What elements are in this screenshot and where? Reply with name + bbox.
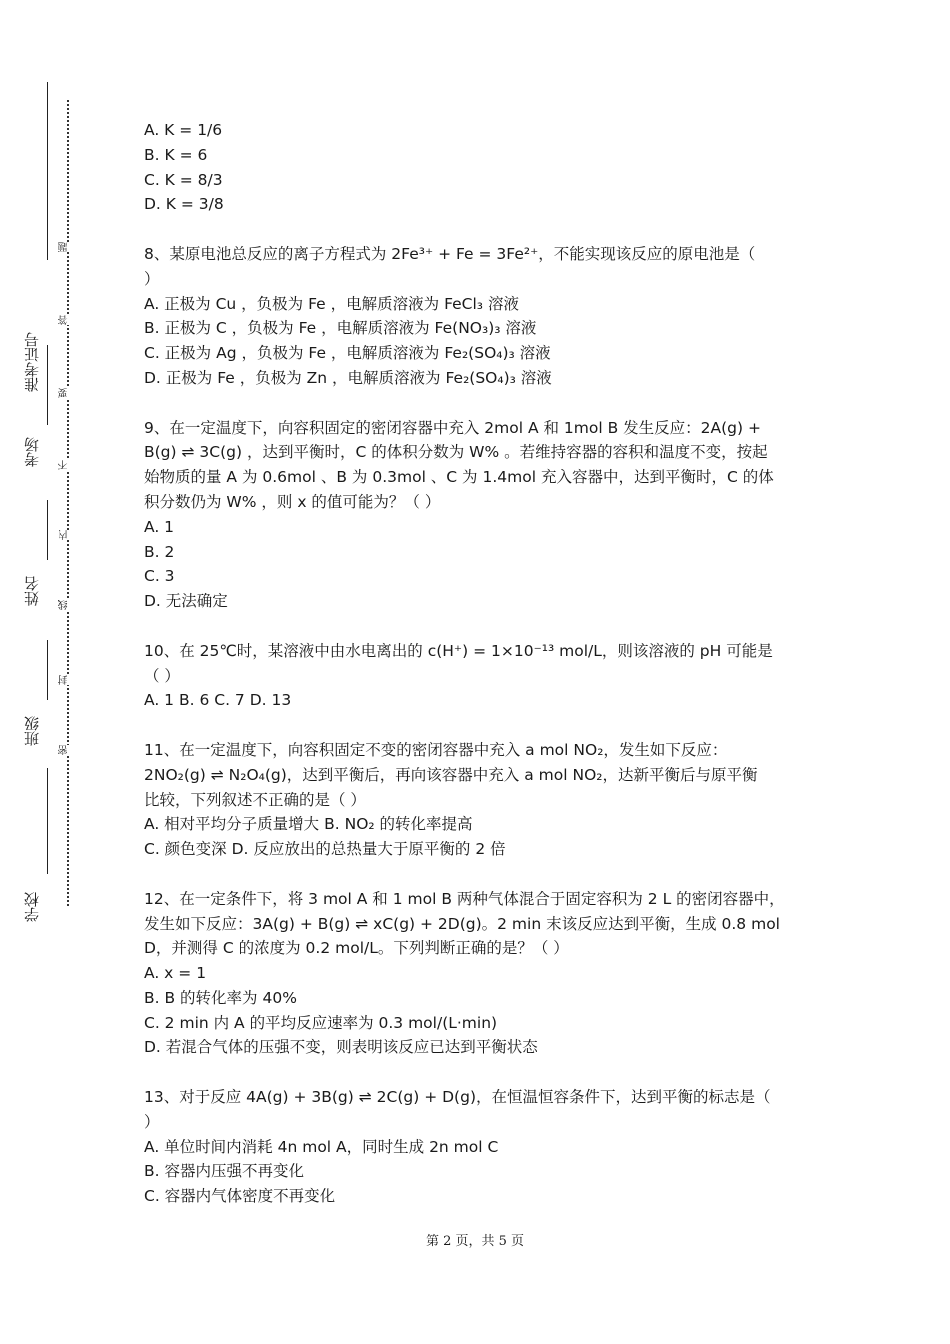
question-stem-line: 10、在 25℃时，某溶液中由水电离出的 c(H⁺) = 1×10⁻¹³ mol/L，则该溶液的 pH 可能是 xyxy=(144,641,773,660)
question-stem-line: 9、在一定温度下，向容积固定的密闭容器中充入 2mol A 和 1mol B 发生反应：2A(g) + xyxy=(144,418,761,437)
option-line: B. K = 6 xyxy=(144,145,208,164)
seal-word: 线 xyxy=(59,600,75,610)
name-field xyxy=(10,500,54,650)
option-line: D. 无法确定 xyxy=(144,592,228,611)
seal-word: 内 xyxy=(59,530,75,540)
question-stem-line: ） xyxy=(144,1112,160,1131)
question-stem-line: 积分数仍为 W% ，则 x 的值可能为？（ ） xyxy=(144,492,441,511)
exam-number-line xyxy=(47,82,48,260)
school-line xyxy=(47,768,48,874)
seal-word: 不 xyxy=(59,460,75,470)
exam-room-line xyxy=(47,345,48,425)
option-line: A. K = 1/6 xyxy=(144,121,223,139)
seal-word: 答 xyxy=(59,315,75,325)
exam-room-label: 考场 xyxy=(23,437,41,468)
question-stem-line: 发生如下反应：3A(g) + B(g) ⇌ xC(g) + 2D(g)。2 min 末该反应达到平衡，生成 0.8 mol xyxy=(144,914,780,933)
question-stem-line: 始物质的量 A 为 0.6mol 、B 为 0.3mol 、C 为 1.4mol 充入容器中，达到平衡时，C 的体 xyxy=(144,468,774,487)
option-line: A. x = 1 xyxy=(144,964,207,983)
option-line: C. 容器内气体密度不再变化 xyxy=(144,1187,336,1206)
question-stem-line: B(g) ⇌ 3C(g) ，达到平衡时，C 的体积分数为 W% 。若维持容器的容积和温度不变，按起 xyxy=(144,443,768,462)
option-line: C. 正极为 Ag ，负极为 Fe ，电解质溶液为 Fe₂(SO₄)₃ 溶液 xyxy=(144,344,551,363)
question-content xyxy=(144,118,824,1209)
option-line: A. 单位时间内消耗 4n mol A，同时生成 2n mol C xyxy=(144,1137,499,1156)
option-line: B. B 的转化率为 40% xyxy=(144,988,297,1007)
question-stem-line: 比较，下列叙述不正确的是（ ） xyxy=(144,790,366,809)
class-field xyxy=(10,640,54,780)
question-stem-line: 8、某原电池总反应的离子方程式为 2Fe³⁺ + Fe = 3Fe²⁺，不能实现该反应的原电池是（ xyxy=(144,244,756,263)
question-stem-line: 12、在一定条件下，将 3 mol A 和 1 mol B 两种气体混合于固定容积为 2 L 的密闭容器中， xyxy=(144,889,785,908)
class-line xyxy=(47,640,48,700)
option-line: C. K = 8/3 xyxy=(144,170,223,189)
exam-room-field xyxy=(10,345,54,515)
exam-number-label: 准考证号 xyxy=(23,332,41,392)
school-field xyxy=(10,768,54,928)
option-line: D. 正极为 Fe ，负极为 Zn ，电解质溶液为 Fe₂(SO₄)₃ 溶液 xyxy=(144,368,552,387)
question-13 xyxy=(144,1085,824,1209)
question-9 xyxy=(144,416,824,614)
seal-word: 封 xyxy=(59,675,75,685)
question-stem-line: （ ） xyxy=(144,666,180,685)
option-line: D. K = 3/8 xyxy=(144,195,224,214)
question-stem-line: D，并测得 C 的浓度为 0.2 mol/L。下列判断正确的是？（ ） xyxy=(144,939,569,958)
option-line: D. 若混合气体的压强不变，则表明该反应已达到平衡状态 xyxy=(144,1038,538,1057)
option-line: A. 相对平均分子质量增大 B. NO₂ 的转化率提高 xyxy=(144,815,473,834)
option-line: A. 1 B. 6 C. 7 D. 13 xyxy=(144,691,292,710)
class-label: 班级 xyxy=(23,716,41,746)
option-line: B. 2 xyxy=(144,542,175,561)
question-stem-line: 2NO₂(g) ⇌ N₂O₄(g)，达到平衡后，再向该容器中充入 a mol NO₂，达新平衡后与原平衡 xyxy=(144,765,758,784)
seal-word: 密 xyxy=(59,745,75,755)
seal-word: 题 xyxy=(59,242,75,252)
option-line: A. 正极为 Cu ，负极为 Fe ，电解质溶液为 FeCl₃ 溶液 xyxy=(144,294,519,313)
seal-dotted-line xyxy=(67,100,69,906)
exam-number-field xyxy=(10,82,54,392)
option-line: B. 正极为 C ，负极为 Fe ，电解质溶液为 Fe(NO₃)₃ 溶液 xyxy=(144,319,537,338)
question-10 xyxy=(144,639,824,713)
question-stem-line: 11、在一定温度下，向容积固定不变的密闭容器中充入 a mol NO₂，发生如下反应： xyxy=(144,740,728,759)
question-stem-line: 13、对于反应 4A(g) + 3B(g) ⇌ 2C(g) + D(g)，在恒温恒容条件下，达到平衡的标志是（ xyxy=(144,1088,771,1107)
binding-margin xyxy=(0,0,60,1344)
continued-options xyxy=(144,118,824,217)
option-line: C. 3 xyxy=(144,567,175,586)
page-footer: 第 2 页，共 5 页 xyxy=(425,1234,525,1249)
question-11 xyxy=(144,738,824,862)
option-line: A. 1 xyxy=(144,517,175,536)
question-12 xyxy=(144,887,824,1061)
name-line xyxy=(47,500,48,560)
name-label: 姓名 xyxy=(23,576,41,606)
option-line: C. 2 min 内 A 的平均反应速率为 0.3 mol/(L·min) xyxy=(144,1013,498,1032)
option-line: C. 颜色变深 D. 反应放出的总热量大于原平衡的 2 倍 xyxy=(144,840,506,859)
question-8 xyxy=(144,242,824,391)
school-label: 学校 xyxy=(23,892,41,922)
question-stem-line: ） xyxy=(144,269,160,288)
option-line: B. 容器内压强不再变化 xyxy=(144,1162,304,1181)
seal-word: 要 xyxy=(59,388,75,398)
